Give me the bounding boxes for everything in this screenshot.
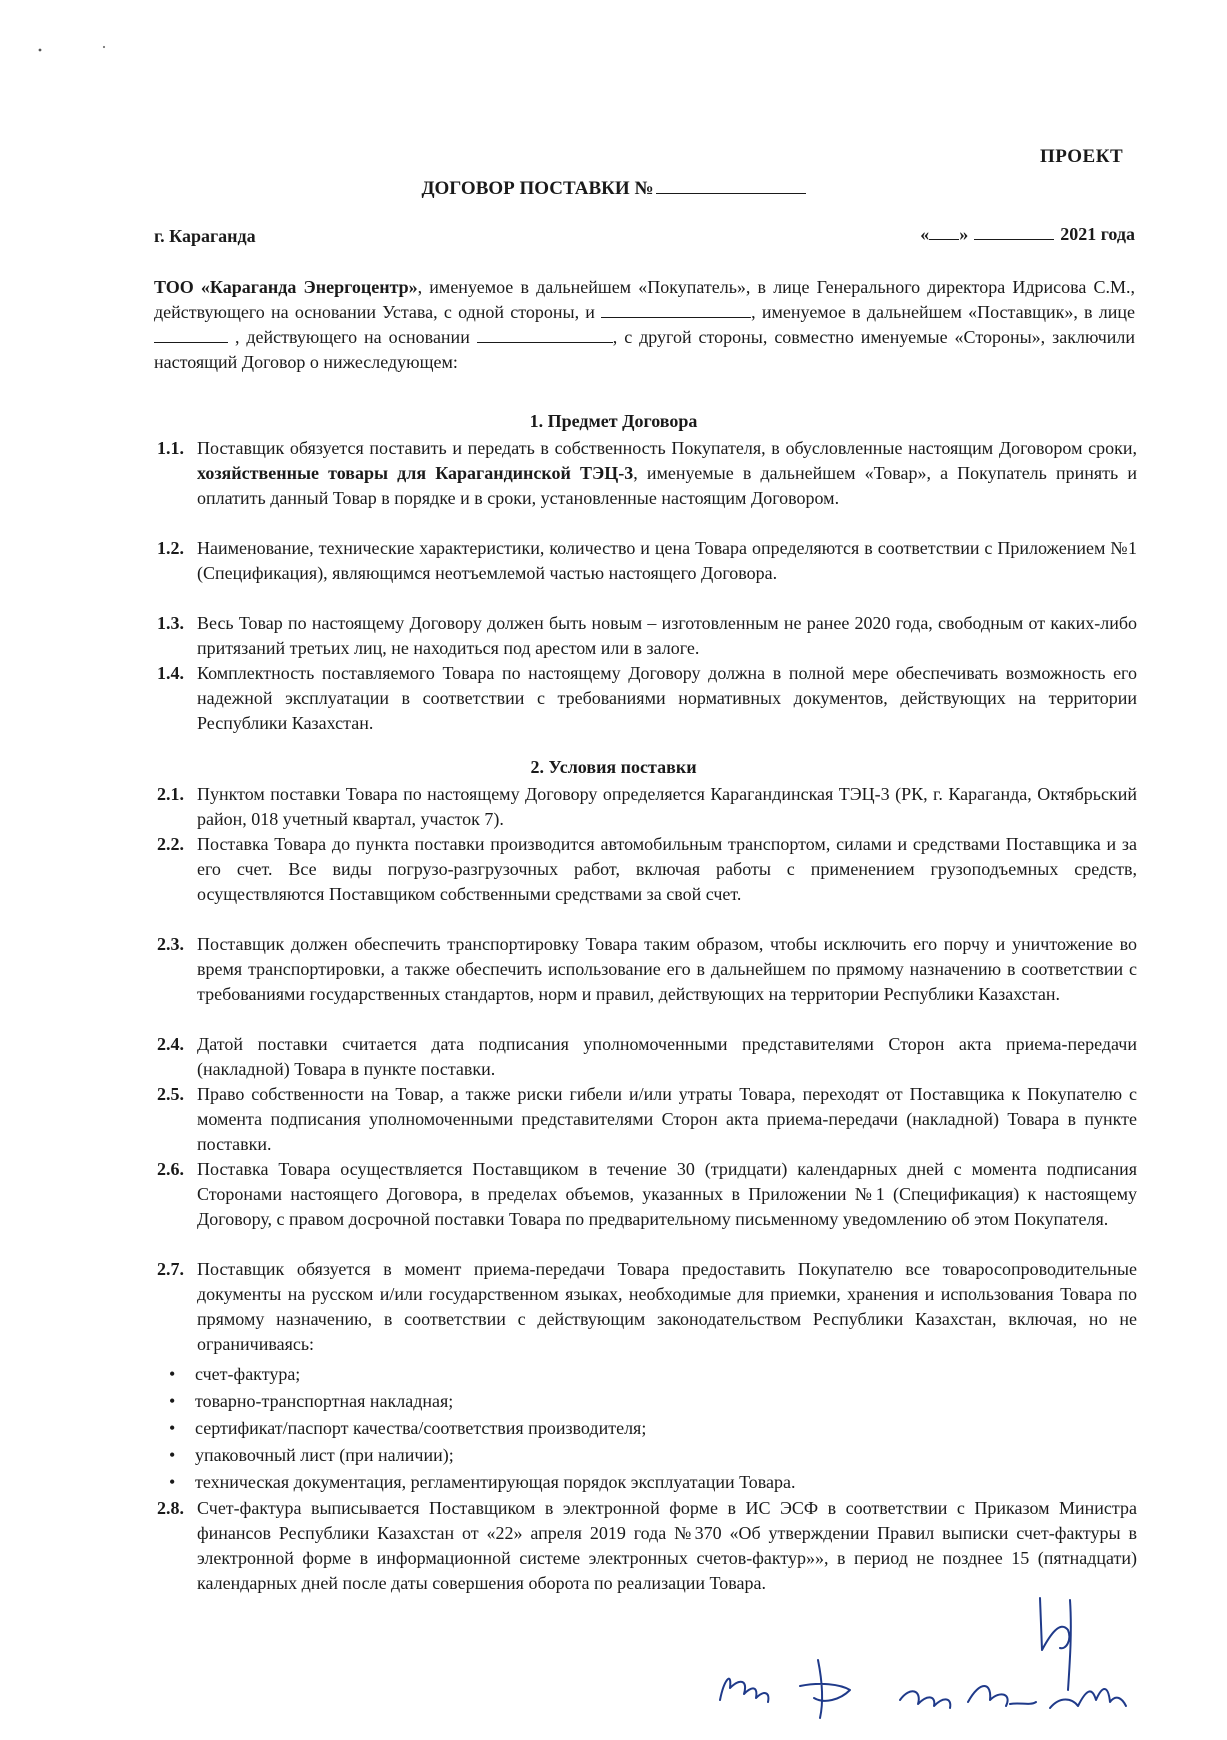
clause-number: 1.4. <box>157 663 184 683</box>
supplier-rep-blank <box>154 328 228 343</box>
clause-text: Поставка Товара осуществляется Поставщиком в течение 30 (тридцати) календарных дней с момента подписания Сторонами настоящего Договора, в пределах объемов, указанных в Приложении №1 (Спецификация) к настоящему Договору, с правом досрочной поставки Товара по предварительному письменному уведомлению об этом Покупателя. <box>197 1159 1137 1229</box>
contract-number-blank <box>656 175 806 194</box>
clause-number: 2.1. <box>157 784 184 804</box>
list-item: • техническая документация, регламентирующая порядок эксплуатации Товара. <box>157 1469 1137 1496</box>
clause-text <box>197 436 1137 511</box>
clause-number: 2.5. <box>157 1084 184 1104</box>
clause-text: Комплектность поставляемого Товара по настоящему Договору должна в полной мере обеспечивать возможность его надежной эксплуатации в соответствии с требованиями нормативных документов, действующих на территории Республики Казахстан. <box>197 663 1137 733</box>
preamble-part-4: с другой стороны, совместно именуемые «Стороны», заключили настоящий Договор о нижеследующем: <box>154 327 1136 372</box>
supplier-basis-blank <box>477 328 613 343</box>
clause-text: Счет-фактура выписывается Поставщиком в электронной форме в ИС ЭСФ в соответствии с Приказом Министра финансов Республики Казахстан от «22» апреля 2019 года №370 «Об утверждении Правил выписки счет-фактуры в электронной форме в информационной системе электронных счетов-фактур»», в период не позднее 15 (пятнадцати) календарных дней после даты совершения оборота по реализации Товара. <box>197 1498 1137 1593</box>
list-item: • счет-фактура; <box>157 1361 1137 1388</box>
clause-text-part: Поставщик обязуется поставить и передать в собственность Покупателя, в обусловленные настоящим Договором сроки, <box>197 438 1137 458</box>
clause-2-8 <box>157 1496 1137 1596</box>
section-1-title: 1. Предмет Договора <box>529 411 698 431</box>
document-title-text: ДОГОВОР ПОСТАВКИ № <box>421 178 654 199</box>
list-item: • товарно-транспортная накладная; <box>157 1388 1137 1415</box>
clause-2-3 <box>157 932 1137 1007</box>
clause-number: 2.2. <box>157 834 184 854</box>
date-open-quote: « <box>920 224 930 244</box>
city: г. Караганда <box>154 226 256 246</box>
month-blank <box>974 225 1054 240</box>
clause-number: 1.2. <box>157 538 184 558</box>
buyer-name: ТОО «Караганда Энергоцентр» <box>154 277 418 297</box>
clause-text: Поставщик обязуется в момент приема-передачи Товара предоставить Покупателю все товаросопроводительные документы на русском и/или государственном языках, необходимые для приемки, хранения и использования Товара по прямому назначению, в соответствии с действующим законодательством Республики Казахстан, включая, но не ограничиваясь: <box>197 1259 1137 1354</box>
handwritten-initials <box>700 1590 1180 1730</box>
goods-name: хозяйственные товары для Карагандинской ТЭЦ-3 <box>197 463 634 483</box>
preamble-comma-2: , <box>612 327 618 347</box>
contract-date <box>920 224 1135 245</box>
clause-2-2 <box>157 832 1137 907</box>
clause-text: Поставщик должен обеспечить транспортировку Товара таким образом, чтобы исключить его порчу и уничтожение во время транспортировки, а также обеспечить использование его в дальнейшем по прямому назначению в соответствии с требованиями государственных стандартов, норм и правил, действующих на территории Республики Казахстан. <box>197 934 1137 1004</box>
clause-2-1 <box>157 782 1137 832</box>
clause-text: Право собственности на Товар, а также риски гибели и/или утраты Товара, переходят от Поставщика к Покупателю с момента подписания уполномоченными представителями Сторон акта приема-передачи (накладной) Товара в пункте поставки. <box>197 1084 1137 1154</box>
list-item: • упаковочный лист (при наличии); <box>157 1442 1137 1469</box>
scan-specks <box>36 44 126 54</box>
list-item: • сертификат/паспорт качества/соответствия производителя; <box>157 1415 1137 1442</box>
clause-number: 2.8. <box>157 1498 184 1518</box>
preamble-part-3: , действующего на основании <box>234 327 470 347</box>
day-blank <box>929 225 959 240</box>
clause-number: 1.1. <box>157 438 184 458</box>
preamble-part-2: именуемое в дальнейшем «Поставщик», в лице <box>761 302 1136 322</box>
document-title <box>0 175 1227 200</box>
preamble-part-1: , именуемое в дальнейшем «Покупатель», в лице Генерального директора Идрисова С.М., действующего на основании Устава, с одной стороны, и <box>154 277 1136 322</box>
clause-number: 2.4. <box>157 1034 184 1054</box>
date-close-quote: » <box>959 224 969 244</box>
clause-2-7 <box>157 1257 1137 1496</box>
clause-text: Пунктом поставки Товара по настоящему Договору определяется Карагандинская ТЭЦ-3 (РК, г. Караганда, Октябрьский район, 018 учетный квартал, участок 7). <box>197 784 1137 829</box>
clause-2-5 <box>157 1082 1137 1157</box>
clause-number: 2.3. <box>157 934 184 954</box>
clause-1-4 <box>157 661 1137 736</box>
clause-number: 2.7. <box>157 1259 184 1279</box>
preamble <box>154 275 1135 375</box>
supplier-name-blank <box>601 303 751 318</box>
draft-stamp: ПРОЕКТ <box>1040 146 1124 167</box>
clause-2-4 <box>157 1032 1137 1082</box>
clause-1-1 <box>157 436 1137 511</box>
preamble-comma-1: , <box>751 302 756 322</box>
clause-text: Поставка Товара до пункта поставки производится автомобильным транспортом, силами и средствами Поставщика и за его счет. Все виды погрузо-разгрузочных работ, включая работы с применением грузоподъемных средств, осуществляются Поставщиком собственными средствами за свой счет. <box>197 834 1137 904</box>
section-2-title: 2. Условия поставки <box>530 757 697 777</box>
clause-1-3 <box>157 611 1137 661</box>
clause-text-part: , именуемые в дальнейшем «Товар», а Покупатель принять и оплатить данный Товар в порядке и в сроки, установленные настоящим Договором. <box>197 463 1137 508</box>
date-year: 2021 года <box>1060 224 1135 244</box>
clause-text: Датой поставки считается дата подписания уполномоченными представителями Сторон акта приема-передачи (накладной) Товара в пункте поставки. <box>197 1034 1137 1079</box>
clause-2-6 <box>157 1157 1137 1232</box>
clause-1-2 <box>157 536 1137 586</box>
clause-number: 2.6. <box>157 1159 184 1179</box>
clause-text: Наименование, технические характеристики, количество и цена Товара определяются в соответствии с Приложением №1 (Спецификация), являющимся неотъемлемой частью настоящего Договора. <box>197 538 1137 583</box>
clause-number: 1.3. <box>157 613 184 633</box>
clause-text: Весь Товар по настоящему Договору должен быть новым – изготовленным не ранее 2020 года, свободным от каких-либо притязаний третьих лиц, не находиться под арестом или в залоге. <box>197 613 1137 658</box>
required-documents-list <box>157 1361 1137 1496</box>
